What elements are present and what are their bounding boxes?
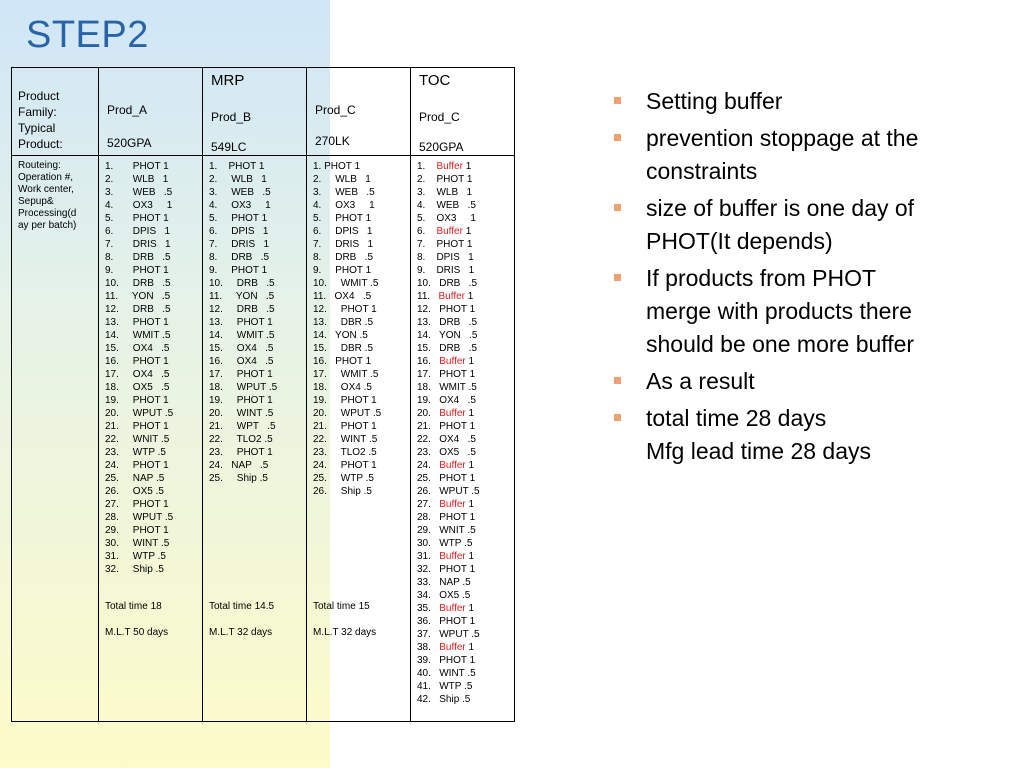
route-step: 10. DRB .5 bbox=[105, 278, 171, 289]
route-steps bbox=[417, 160, 480, 706]
route-step: 23. PHOT 1 bbox=[209, 447, 273, 458]
route-step: 12. PHOT 1 bbox=[313, 304, 377, 315]
route-step: 37. WPUT .5 bbox=[417, 629, 480, 640]
route-step: 11. YON .5 bbox=[105, 291, 171, 302]
route-step: 5. OX3 1 bbox=[417, 213, 476, 224]
route-step: 24. NAP .5 bbox=[209, 460, 269, 471]
product-name: Prod_B bbox=[211, 110, 252, 124]
route-step: 28. WPUT .5 bbox=[105, 512, 174, 523]
route-step: 22. WNIT .5 bbox=[105, 434, 170, 445]
bullet-item bbox=[606, 192, 1006, 258]
route-step: 25. PHOT 1 bbox=[417, 473, 476, 484]
route-step: 8. DPIS 1 bbox=[417, 252, 474, 263]
route-step: 1. Buffer 1 bbox=[417, 161, 472, 172]
route-step: 26. Ship .5 bbox=[313, 486, 372, 497]
route-step: 33. NAP .5 bbox=[417, 577, 471, 588]
product-code: 270LK bbox=[315, 134, 350, 148]
route-step: 14. YON .5 bbox=[417, 330, 478, 341]
route-step: 24. PHOT 1 bbox=[105, 460, 169, 471]
route-step: 40. WINT .5 bbox=[417, 668, 476, 679]
route-step: 14. WMIT .5 bbox=[105, 330, 171, 341]
route-step: 29. PHOT 1 bbox=[105, 525, 169, 536]
routing-label bbox=[18, 160, 76, 232]
route-step: 10. WMIT .5 bbox=[313, 278, 379, 289]
bullet-text: As a result bbox=[646, 368, 755, 394]
route-step: 31. WTP .5 bbox=[105, 551, 166, 562]
route-step: 19. PHOT 1 bbox=[105, 395, 169, 406]
typical-product-label: Typical Product: bbox=[18, 121, 63, 151]
route-step: 7. PHOT 1 bbox=[417, 239, 473, 250]
product-name: Prod_C bbox=[419, 110, 460, 124]
route-step: 12. DRB .5 bbox=[209, 304, 275, 315]
route-step: 17. PHOT 1 bbox=[209, 369, 273, 380]
bullet-text: size of buffer is one day of bbox=[646, 195, 915, 221]
route-step: 39. PHOT 1 bbox=[417, 655, 476, 666]
route-step: 9. PHOT 1 bbox=[209, 265, 268, 276]
route-step: 19. PHOT 1 bbox=[313, 395, 377, 406]
bullet-text: should be one more buffer bbox=[646, 331, 915, 357]
route-step: 14. YON .5 bbox=[313, 330, 368, 341]
route-step: 3. WLB 1 bbox=[417, 187, 473, 198]
header-mrp-prod-b bbox=[203, 68, 307, 156]
route-step: 31. Buffer 1 bbox=[417, 551, 475, 562]
route-step: 7. DRIS 1 bbox=[313, 239, 374, 250]
route-cell-prod-a bbox=[99, 156, 203, 722]
route-step: 21. PHOT 1 bbox=[417, 421, 476, 432]
page-title: STEP2 bbox=[26, 14, 149, 56]
route-step: 6. DPIS 1 bbox=[209, 226, 269, 237]
route-step: 2. PHOT 1 bbox=[417, 174, 473, 185]
bullet-item bbox=[606, 402, 1006, 468]
route-step: 11. YON .5 bbox=[209, 291, 275, 302]
route-step: 23. TLO2 .5 bbox=[313, 447, 377, 458]
route-step: 21. WPT .5 bbox=[209, 421, 276, 432]
bullet-text: PHOT(It depends) bbox=[646, 228, 833, 254]
route-step: 20. WPUT .5 bbox=[313, 408, 382, 419]
mrp-label: MRP bbox=[211, 72, 245, 89]
route-step: 15. OX4 .5 bbox=[209, 343, 274, 354]
route-step: 25. Ship .5 bbox=[209, 473, 268, 484]
route-step: 9. PHOT 1 bbox=[105, 265, 169, 276]
bullet-square-icon bbox=[614, 134, 621, 141]
routing-label-cell bbox=[12, 156, 99, 722]
bullet-list bbox=[606, 85, 1006, 472]
bullet-text: Mfg lead time 28 days bbox=[646, 438, 872, 464]
routing-label-line: Work center, bbox=[18, 184, 74, 195]
product-code: 520GPA bbox=[419, 140, 464, 154]
route-step: 42. Ship .5 bbox=[417, 694, 471, 705]
product-code: 520GPA bbox=[107, 136, 152, 150]
route-step: 18. WMIT .5 bbox=[417, 382, 477, 393]
bullet-item bbox=[606, 85, 1006, 118]
routing-label-line: Processing(d bbox=[18, 208, 77, 219]
route-step: 23. OX5 .5 bbox=[417, 447, 476, 458]
route-cell-prod-c-mrp bbox=[307, 156, 411, 722]
route-step: 12. PHOT 1 bbox=[417, 304, 476, 315]
bullet-square-icon bbox=[614, 97, 621, 104]
route-cell-prod-b bbox=[203, 156, 307, 722]
route-step: 12. DRB .5 bbox=[105, 304, 171, 315]
bullet-square-icon bbox=[614, 377, 621, 384]
bullet-text: prevention stoppage at the bbox=[646, 125, 919, 151]
bullet-text: merge with products there bbox=[646, 298, 912, 324]
route-step: 9. PHOT 1 bbox=[313, 265, 372, 276]
route-step: 24. PHOT 1 bbox=[313, 460, 377, 471]
route-step: 19. PHOT 1 bbox=[209, 395, 273, 406]
route-step: 19. OX4 .5 bbox=[417, 395, 476, 406]
route-step: 32. Ship .5 bbox=[105, 564, 164, 575]
routing-label-line: Operation #, bbox=[18, 172, 74, 183]
header-label-cell bbox=[12, 68, 99, 156]
route-step: 36. PHOT 1 bbox=[417, 616, 476, 627]
route-step: 28. PHOT 1 bbox=[417, 512, 476, 523]
route-step: 17. PHOT 1 bbox=[417, 369, 476, 380]
route-step: 8. DRB .5 bbox=[313, 252, 374, 263]
route-step: 30. WTP .5 bbox=[417, 538, 473, 549]
route-step: 1. PHOT 1 bbox=[209, 161, 265, 172]
bullet-text: If products from PHOT bbox=[646, 265, 877, 291]
mlt-days: M.L.T 32 days bbox=[209, 627, 273, 638]
routing-table bbox=[11, 67, 515, 722]
mlt-days: M.L.T 32 days bbox=[313, 627, 377, 638]
routing-label-line: Routeing: bbox=[18, 160, 61, 171]
route-step: 3. WEB .5 bbox=[209, 187, 271, 198]
route-step: 3. WEB .5 bbox=[313, 187, 375, 198]
route-step: 15. DRB .5 bbox=[417, 343, 478, 354]
route-step: 9. DRIS 1 bbox=[417, 265, 475, 276]
route-step: 17. OX4 .5 bbox=[105, 369, 170, 380]
route-steps bbox=[313, 160, 381, 498]
route-step: 11. Buffer 1 bbox=[417, 291, 474, 302]
bullet-item bbox=[606, 365, 1006, 398]
route-step: 13. DBR .5 bbox=[313, 317, 374, 328]
route-step: 26. WPUT .5 bbox=[417, 486, 480, 497]
route-step: 10. DRB .5 bbox=[417, 278, 478, 289]
bullet-text: constraints bbox=[646, 158, 758, 184]
route-step: 20. Buffer 1 bbox=[417, 408, 475, 419]
route-step: 13. PHOT 1 bbox=[209, 317, 273, 328]
route-step: 38. Buffer 1 bbox=[417, 642, 475, 653]
route-step: 16. Buffer 1 bbox=[417, 356, 475, 367]
route-step: 14. WMIT .5 bbox=[209, 330, 275, 341]
route-step: 32. PHOT 1 bbox=[417, 564, 476, 575]
route-step: 27. PHOT 1 bbox=[105, 499, 169, 510]
route-step: 21. PHOT 1 bbox=[105, 421, 169, 432]
route-step: 30. WINT .5 bbox=[105, 538, 170, 549]
route-step: 24. Buffer 1 bbox=[417, 460, 475, 471]
route-step: 13. PHOT 1 bbox=[105, 317, 169, 328]
route-step: 25. WTP .5 bbox=[313, 473, 374, 484]
bullet-square-icon bbox=[614, 274, 621, 281]
route-step: 20. WPUT .5 bbox=[105, 408, 174, 419]
route-step: 16. OX4 .5 bbox=[209, 356, 274, 367]
route-step: 22. WINT .5 bbox=[313, 434, 378, 445]
route-step: 8. DRB .5 bbox=[105, 252, 171, 263]
route-step: 3. WEB .5 bbox=[105, 187, 173, 198]
total-time: Total time 15 bbox=[313, 601, 370, 612]
bullet-text: total time 28 days bbox=[646, 405, 827, 431]
route-step: 5. PHOT 1 bbox=[209, 213, 268, 224]
mlt-days: M.L.T 50 days bbox=[105, 627, 169, 638]
route-step: 1. PHOT 1 bbox=[313, 161, 361, 172]
route-step: 16. PHOT 1 bbox=[105, 356, 169, 367]
route-step: 34. OX5 .5 bbox=[417, 590, 471, 601]
route-step: 2. WLB 1 bbox=[313, 174, 371, 185]
route-step: 6. DPIS 1 bbox=[105, 226, 171, 237]
route-step: 6. DPIS 1 bbox=[313, 226, 373, 237]
route-step: 15. OX4 .5 bbox=[105, 343, 170, 354]
route-step: 5. PHOT 1 bbox=[313, 213, 372, 224]
route-step: 2. WLB 1 bbox=[209, 174, 267, 185]
route-steps bbox=[105, 160, 173, 576]
route-step: 13. DRB .5 bbox=[417, 317, 478, 328]
route-step: 22. TLO2 .5 bbox=[209, 434, 273, 445]
bullet-text: Setting buffer bbox=[646, 88, 783, 114]
route-step: 23. WTP .5 bbox=[105, 447, 166, 458]
product-name: Prod_A bbox=[107, 103, 148, 117]
route-step: 15. DBR .5 bbox=[313, 343, 374, 354]
route-step: 11. OX4 .5 bbox=[313, 291, 372, 302]
route-step: 17. WMIT .5 bbox=[313, 369, 379, 380]
total-time: Total time 14.5 bbox=[209, 601, 275, 612]
bullet-item bbox=[606, 262, 1006, 361]
bullet-item bbox=[606, 122, 1006, 188]
product-family-label: Product Family: bbox=[18, 89, 60, 119]
route-step: 10. DRB .5 bbox=[209, 278, 275, 289]
route-step: 26. OX5 .5 bbox=[105, 486, 164, 497]
header-prod-c-mrp bbox=[307, 68, 411, 156]
bullet-square-icon bbox=[614, 204, 621, 211]
route-step: 16. PHOT 1 bbox=[313, 356, 372, 367]
header-toc-prod-c bbox=[411, 68, 515, 156]
total-time: Total time 18 bbox=[105, 601, 162, 612]
routing-label-line: Sepup& bbox=[18, 196, 54, 207]
route-step: 4. OX3 1 bbox=[105, 200, 173, 211]
route-step: 8. DRB .5 bbox=[209, 252, 270, 263]
route-step: 4. WEB .5 bbox=[417, 200, 476, 211]
route-step: 29. WNIT .5 bbox=[417, 525, 476, 536]
routing-label-line: ay per batch) bbox=[18, 220, 77, 231]
route-step: 2. WLB 1 bbox=[105, 174, 169, 185]
route-step: 41. WTP .5 bbox=[417, 681, 473, 692]
route-step: 5. PHOT 1 bbox=[105, 213, 169, 224]
bullet-square-icon bbox=[614, 414, 621, 421]
route-step: 21. PHOT 1 bbox=[313, 421, 377, 432]
route-step: 27. Buffer 1 bbox=[417, 499, 475, 510]
product-code: 549LC bbox=[211, 140, 247, 154]
route-step: 20. WINT .5 bbox=[209, 408, 274, 419]
route-step: 7. DRIS 1 bbox=[105, 239, 171, 250]
route-step: 18. OX5 .5 bbox=[105, 382, 170, 393]
route-step: 6. Buffer 1 bbox=[417, 226, 472, 237]
toc-label: TOC bbox=[419, 72, 451, 89]
header-prod-a bbox=[99, 68, 203, 156]
product-name: Prod_C bbox=[315, 103, 356, 117]
route-step: 18. OX4 .5 bbox=[313, 382, 372, 393]
route-step: 4. OX3 1 bbox=[313, 200, 375, 211]
route-step: 18. WPUT .5 bbox=[209, 382, 278, 393]
route-cell-prod-c-toc bbox=[411, 156, 515, 722]
route-step: 1. PHOT 1 bbox=[105, 161, 169, 172]
route-step: 4. OX3 1 bbox=[209, 200, 271, 211]
route-step: 35. Buffer 1 bbox=[417, 603, 475, 614]
route-step: 7. DRIS 1 bbox=[209, 239, 270, 250]
route-steps bbox=[209, 160, 277, 485]
route-step: 25. NAP .5 bbox=[105, 473, 165, 484]
route-step: 22. OX4 .5 bbox=[417, 434, 476, 445]
